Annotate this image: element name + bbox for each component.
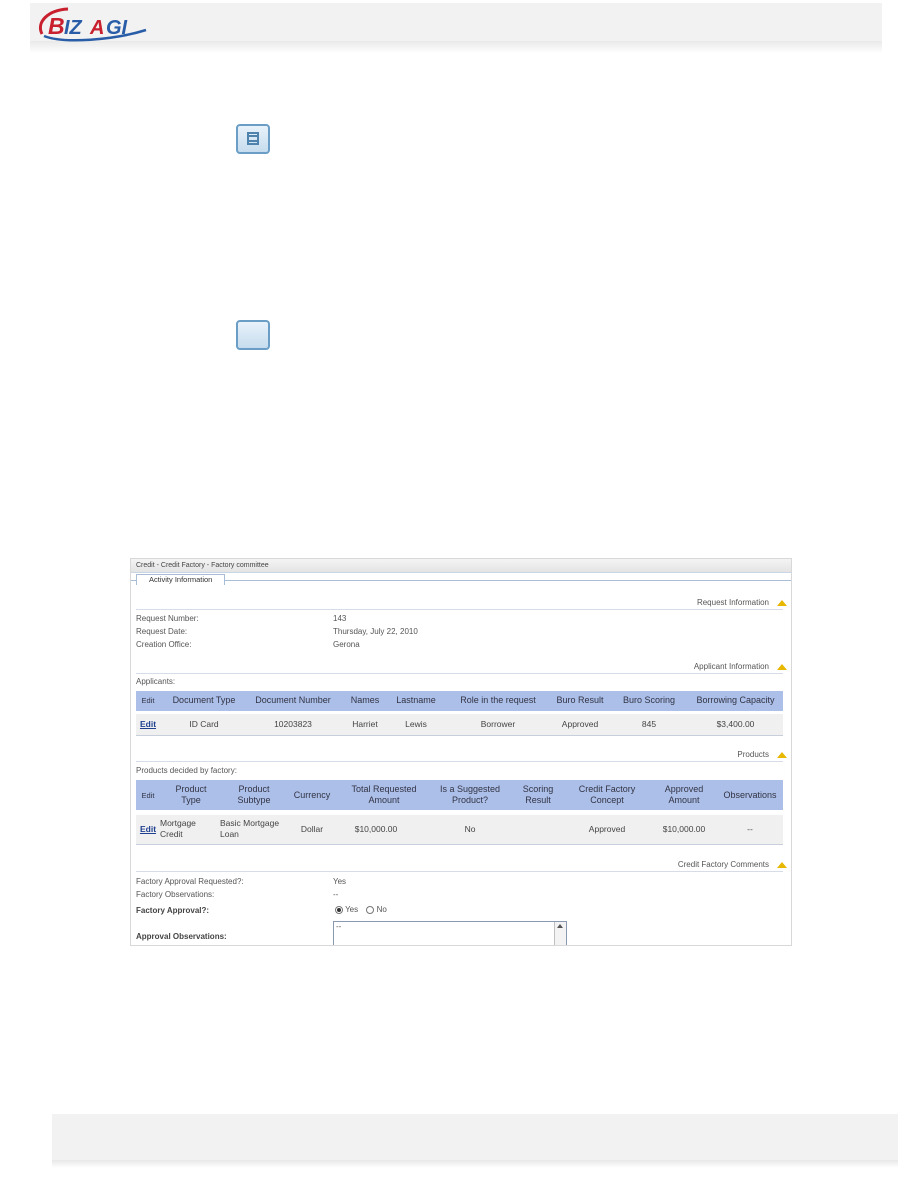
column-header: Total Requested Amount (351, 784, 417, 805)
footer-shadow (52, 1160, 898, 1168)
applicants-grid-header (136, 691, 783, 711)
table-cell: Basic Mortgage Loan (220, 818, 280, 839)
breadcrumb: Credit - Credit Factory - Factory committee (131, 559, 791, 573)
table-cell: ID Card (189, 719, 219, 729)
scroll-up-arrow-icon[interactable] (557, 924, 563, 928)
request-number-value: 143 (333, 614, 347, 623)
column-header: Currency (293, 790, 331, 800)
column-header: Observations (723, 790, 777, 800)
column-header: Document Number (255, 695, 331, 705)
section-divider (136, 761, 783, 762)
creation-office-value: Gerona (333, 640, 360, 649)
tab-divider (131, 580, 791, 581)
column-header: Approved Amount (664, 784, 704, 805)
document-icon (236, 124, 270, 154)
column-header: Credit Factory Concept (578, 784, 636, 805)
approval-observations-label: Approval Observations: (136, 932, 227, 941)
table-cell: Harriet (352, 719, 378, 729)
request-date-value: Thursday, July 22, 2010 (333, 627, 418, 636)
radio-no-label: No (376, 905, 387, 914)
column-header: Edit (141, 696, 155, 705)
column-header: Buro Result (556, 695, 604, 705)
column-header: Edit (141, 791, 155, 800)
bizagi-logo (34, 4, 154, 44)
request-date-label: Request Date: (136, 627, 188, 636)
factory-approval-radio-group (335, 905, 387, 914)
table-cell: Lewis (405, 719, 427, 729)
section-request-information[interactable]: Request Information (697, 597, 791, 611)
form-screenshot (130, 558, 792, 946)
table-cell: Mortgage Credit (160, 818, 196, 839)
section-divider (136, 673, 783, 674)
header-band (30, 3, 882, 41)
edit-link[interactable]: Edit (139, 824, 157, 834)
approval-requested-label: Factory Approval Requested?: (136, 877, 244, 886)
column-header: Scoring Result (522, 784, 554, 805)
edit-link[interactable]: Edit (139, 719, 157, 729)
table-cell: Borrower (480, 719, 516, 729)
header-shadow (30, 41, 882, 53)
products-grid-header (136, 780, 783, 810)
applicants-row (136, 714, 783, 736)
radio-yes[interactable] (335, 906, 343, 914)
textarea-value: -- (336, 922, 342, 931)
approval-observations-textarea[interactable] (333, 921, 567, 946)
applicants-label: Applicants: (136, 677, 176, 686)
section-products[interactable]: Products (737, 749, 791, 763)
table-cell: $3,400.00 (716, 719, 755, 729)
column-header: Product Subtype (237, 784, 271, 805)
radio-no[interactable] (366, 906, 374, 914)
table-cell: $10,000.00 (662, 824, 706, 834)
empty-box-icon (236, 320, 270, 350)
section-credit-factory-comments[interactable]: Credit Factory Comments (678, 859, 791, 873)
table-cell: Dollar (300, 824, 324, 834)
factory-approval-label: Factory Approval?: (136, 906, 210, 915)
table-cell: Approved (561, 719, 599, 729)
column-header: Lastname (396, 695, 436, 705)
column-header: Buro Scoring (622, 695, 676, 705)
svg-text:A: A (90, 17, 105, 39)
table-cell: No (464, 824, 476, 834)
column-header: Names (350, 695, 380, 705)
column-header: Role in the request (460, 695, 536, 705)
svg-text:B: B (48, 13, 65, 39)
table-cell: $10,000.00 (354, 824, 398, 834)
factory-observations-value: -- (333, 890, 339, 899)
approval-requested-value: Yes (333, 877, 347, 886)
textarea-scrollbar[interactable] (554, 922, 566, 946)
table-cell: -- (747, 824, 753, 834)
table-cell: Approved (588, 824, 626, 834)
table-cell: 10203823 (274, 719, 312, 729)
column-header: Borrowing Capacity (696, 695, 775, 705)
creation-office-label: Creation Office: (136, 640, 192, 649)
products-row (136, 815, 783, 845)
request-number-label: Request Number: (136, 614, 199, 623)
factory-observations-label: Factory Observations: (136, 890, 215, 899)
footer-band (52, 1114, 898, 1160)
tab-activity-information[interactable]: Activity Information (136, 574, 225, 585)
column-header: Document Type (172, 695, 236, 705)
table-cell: 845 (641, 719, 657, 729)
svg-text:IZ: IZ (64, 17, 82, 39)
section-divider (136, 609, 783, 610)
products-label: Products decided by factory: (136, 766, 237, 775)
section-applicant-information[interactable]: Applicant Information (694, 661, 791, 675)
radio-yes-label: Yes (345, 905, 359, 914)
section-divider (136, 871, 783, 872)
svg-text:GI: GI (106, 17, 128, 39)
column-header: Product Type (175, 784, 207, 805)
column-header: Is a Suggested Product? (439, 784, 501, 805)
